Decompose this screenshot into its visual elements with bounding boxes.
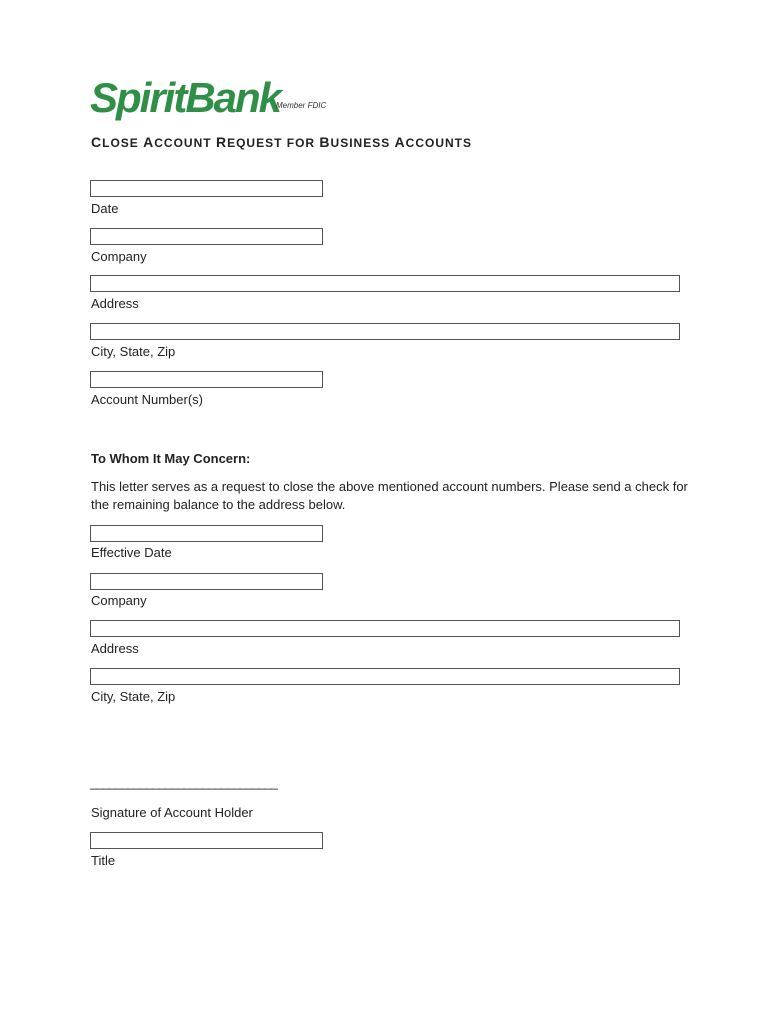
spiritbank-logo xyxy=(90,74,281,121)
date-field[interactable] xyxy=(90,180,323,197)
account-numbers-field[interactable] xyxy=(90,371,323,388)
company2-label: Company xyxy=(91,593,147,608)
form-title: CLOSE ACCOUNT REQUEST FOR BUSINESS ACCOUNTS xyxy=(91,134,473,150)
logo-text: SpiritBank xyxy=(90,74,281,121)
effective-date-label: Effective Date xyxy=(91,545,172,560)
signature-label: Signature of Account Holder xyxy=(91,805,253,820)
company-field[interactable] xyxy=(90,228,323,245)
company2-field[interactable] xyxy=(90,573,323,590)
title-label: Title xyxy=(91,853,116,868)
title-field[interactable] xyxy=(90,832,323,849)
city-state-zip-field[interactable] xyxy=(90,323,680,340)
company-label: Company xyxy=(91,249,147,264)
address2-label: Address xyxy=(91,641,139,656)
member-fdic: Member FDIC xyxy=(276,101,327,110)
effective-date-field[interactable] xyxy=(90,525,323,542)
signature-line[interactable]: ______________________________ xyxy=(90,775,277,790)
address-label: Address xyxy=(91,296,139,311)
city-state-zip-label: City, State, Zip xyxy=(91,344,176,359)
city-state-zip2-label: City, State, Zip xyxy=(91,689,176,704)
date-label: Date xyxy=(91,201,119,216)
address2-field[interactable] xyxy=(90,620,680,637)
body-text: This letter serves as a request to close the above mentioned account numbers. Please send a check for the remaining balance to the address below. xyxy=(91,479,688,512)
account-numbers-label: Account Number(s) xyxy=(91,392,203,407)
greeting: To Whom It May Concern: xyxy=(91,451,251,466)
address-field[interactable] xyxy=(90,275,680,292)
city-state-zip2-field[interactable] xyxy=(90,668,680,685)
